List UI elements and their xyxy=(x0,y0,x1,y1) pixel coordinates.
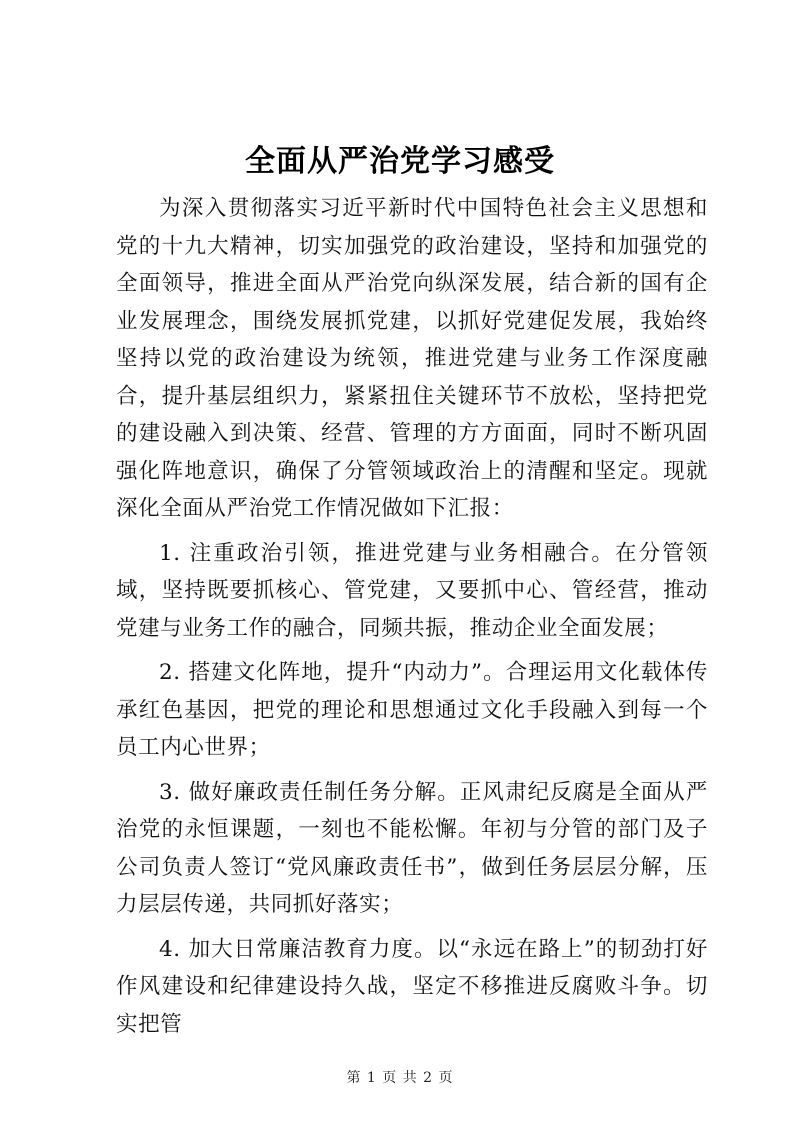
paragraph-item-4: 4. 加大日常廉洁教育力度。以“永远在路上”的韧劲打好作风建设和纪律建设持久战，坚定不移推进反腐败斗争。切实把管 xyxy=(116,936,708,1037)
page-footer: 第 1 页 共 2 页 xyxy=(346,1070,454,1086)
document-title: 全面从严治党学习感受 xyxy=(245,144,555,179)
paragraph-item-1: 1. 注重政治引领，推进党建与业务相融合。在分管领域，坚持既要抓核心、管党建，又要抓中心、管经营，推动党建与业务工作的融合，同频共振，推动企业全面发展； xyxy=(116,540,708,641)
paragraph-intro: 为深入贯彻落实习近平新时代中国特色社会主义思想和党的十九大精神，切实加强党的政治建设，坚持和加强党的全面领导，推进全面从严治党向纵深发展，结合新的国有企业发展理念，围绕发展抓党建，以抓好党建促发展，我始终坚持以党的政治建设为统领，推进党建与业务工作深度融合，提升基层组织力，紧紧扭住关键环节不放松，坚持把党的建设融入到决策、经营、管理的方方面面，同时不断巩固强化阵地意识，确保了分管领域政治上的清醒和坚定。现就深化全面从严治党工作情况做如下汇报： xyxy=(116,196,708,521)
paragraph-item-3: 3. 做好廉政责任制任务分解。正风肃纪反腐是全面从严治党的永恒课题，一刻也不能松懈。年初与分管的部门及子公司负责人签订“党风廉政责任书”，做到任务层层分解，压力层层传递，共同抓好落实； xyxy=(116,779,708,917)
paragraph-item-2: 2. 搭建文化阵地，提升“内动力”。合理运用文化载体传承红色基因，把党的理论和思想通过文化手段融入到每一个员工内心世界； xyxy=(116,660,708,760)
document-body xyxy=(116,190,708,1050)
